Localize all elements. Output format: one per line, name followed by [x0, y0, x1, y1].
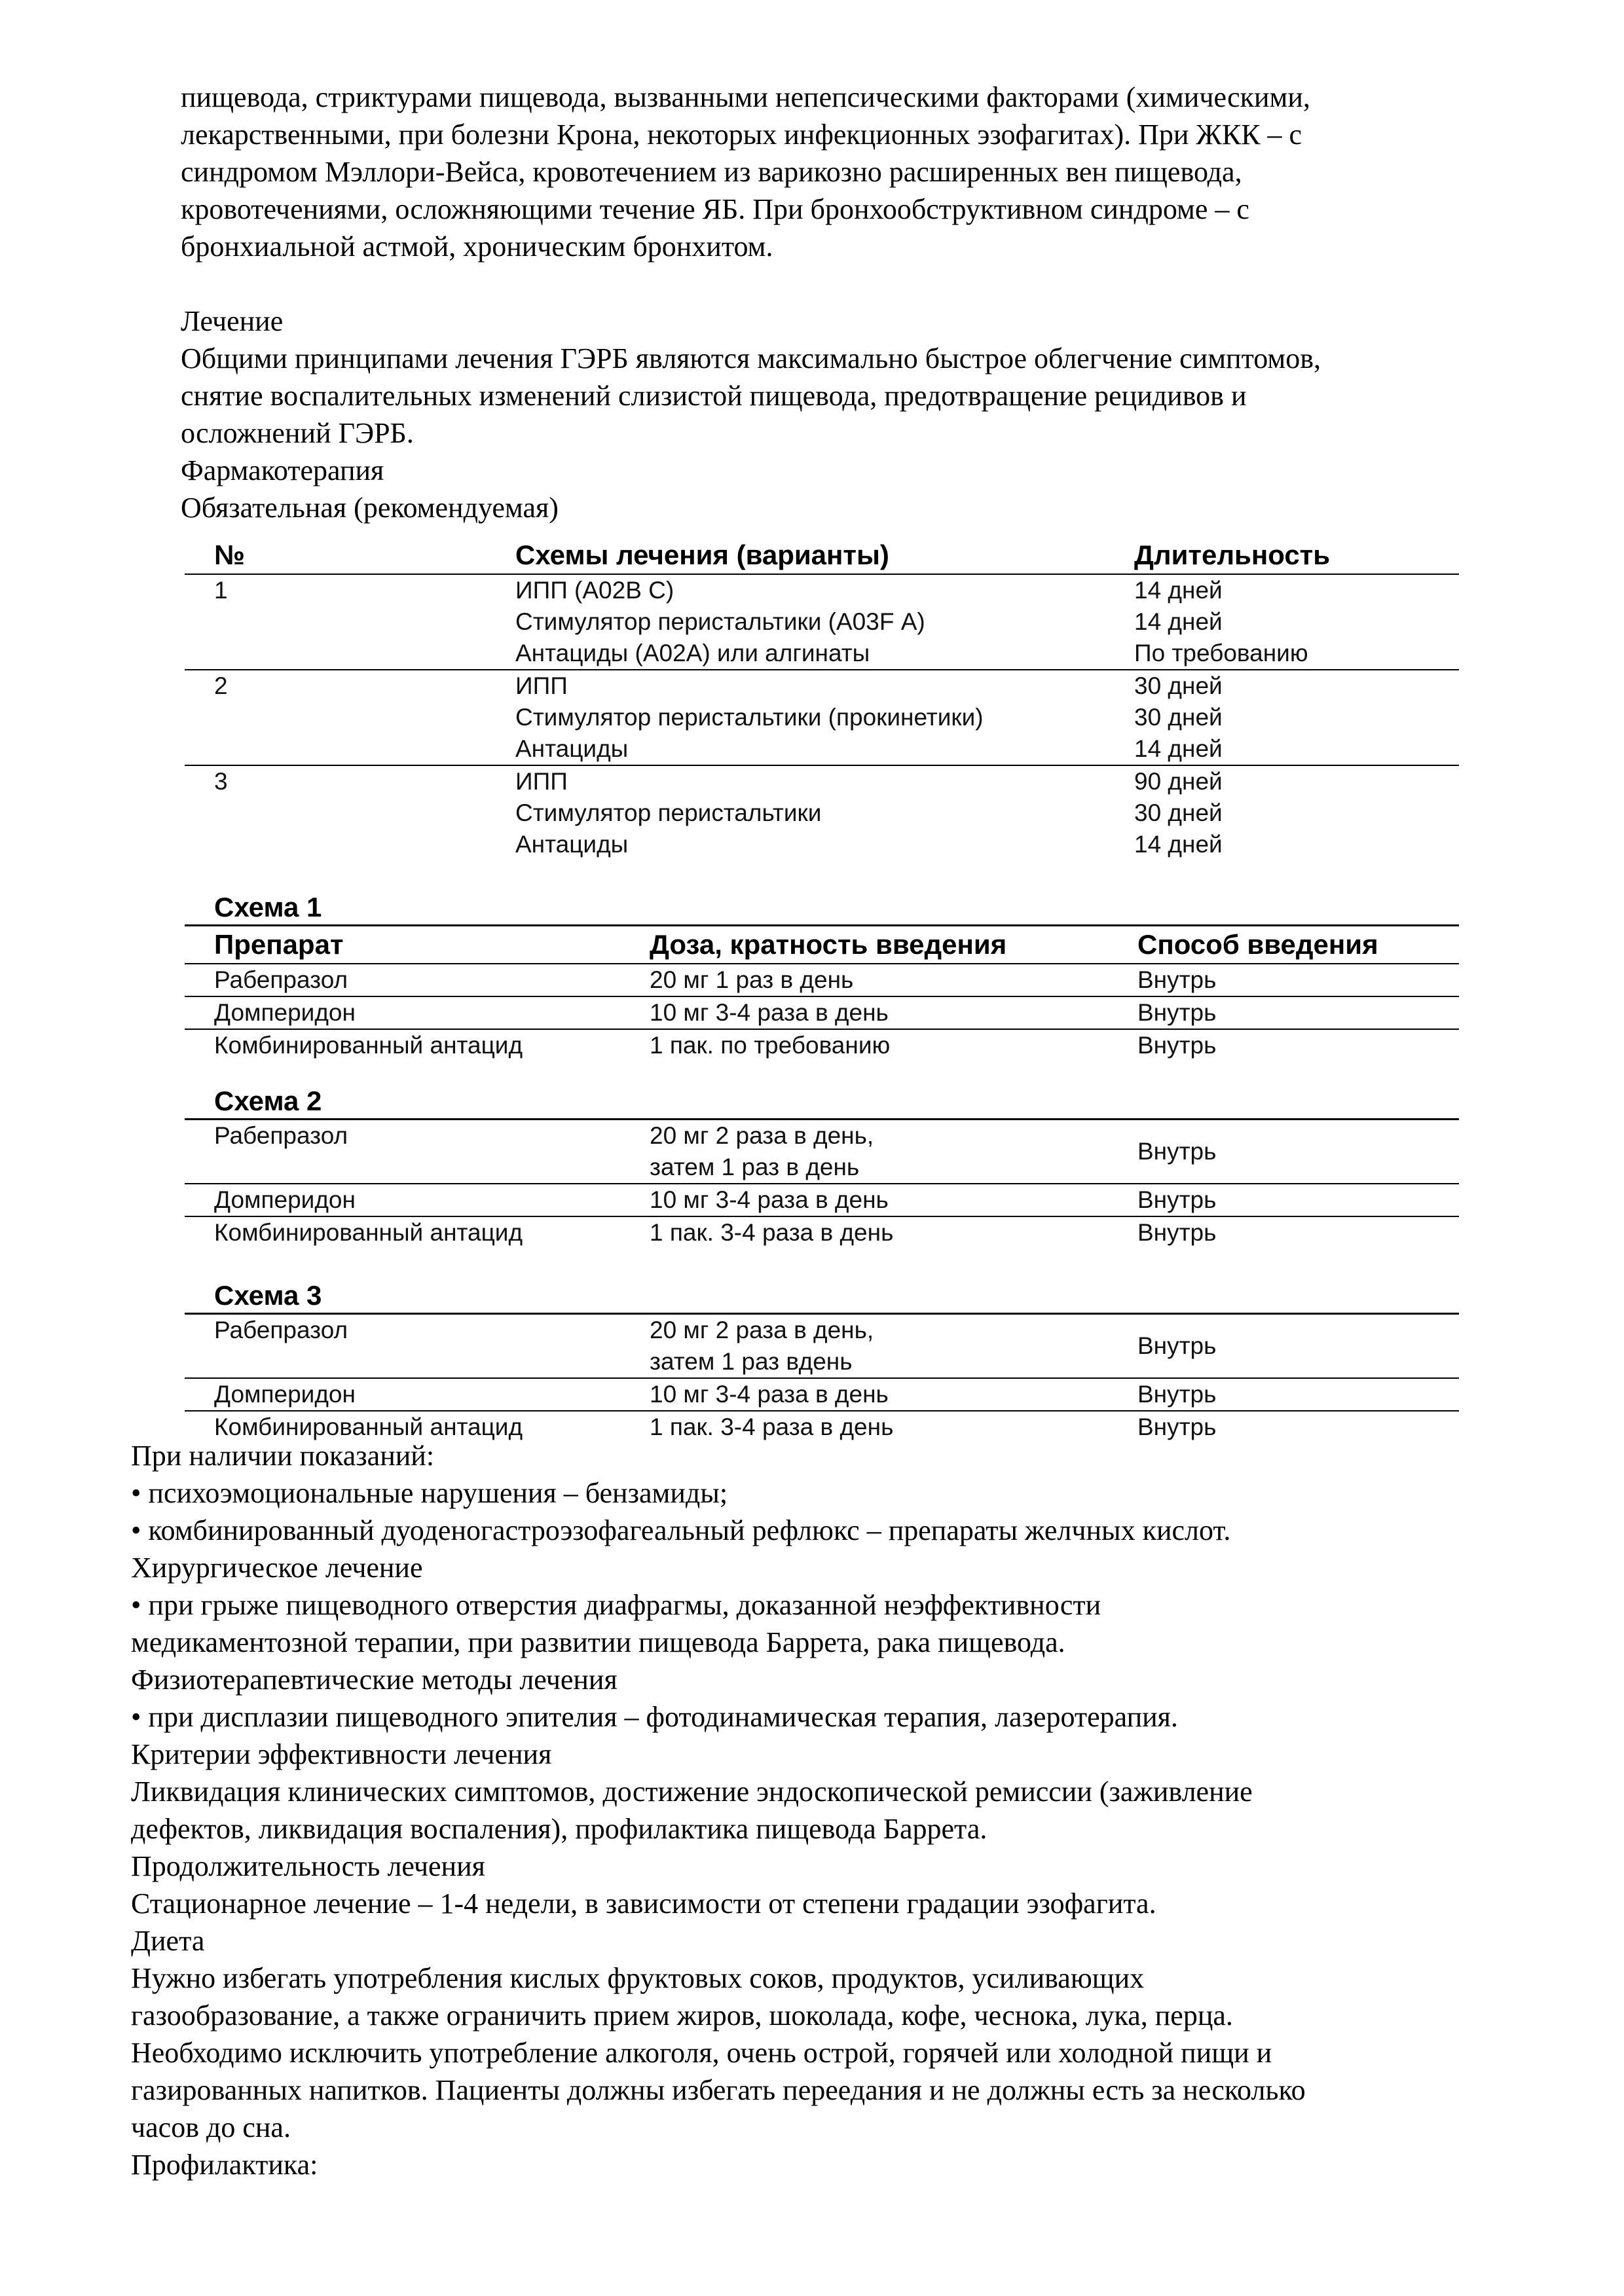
- bottom-text-block: [131, 1437, 1506, 2183]
- criteria-heading: Критерии эффективности лечения: [131, 1738, 552, 1770]
- table-row: [185, 1314, 1459, 1379]
- spacer: [181, 265, 1490, 302]
- scheme1-table: [185, 924, 1459, 1061]
- header-route: Способ введения: [1108, 926, 1459, 964]
- bullet-line: • при дисплазии пищеводного эпителия – фотодинамическая терапия, лазеротерапия.: [131, 1701, 1178, 1733]
- drug-cell: Комбинированный антацид: [214, 1032, 523, 1059]
- scheme2-table: [185, 1118, 1459, 1248]
- surgical-heading: Хирургическое лечение: [131, 1552, 423, 1584]
- drug-cell: Рабепразол: [185, 964, 620, 996]
- scheme-number: 2: [185, 670, 486, 765]
- top-text-block: [181, 79, 1490, 526]
- treatment-line: снятие воспалительных изменений слизистой пищевода, предотвращение рецидивов и: [181, 380, 1247, 412]
- diet-heading: Диета: [131, 1925, 205, 1957]
- drug-line: Стимулятор перистальтики (А03F А): [515, 608, 925, 635]
- scheme-number: 3: [214, 768, 228, 795]
- drug-line: ИПП: [515, 768, 568, 795]
- text-line: часов до сна.: [131, 2111, 291, 2143]
- bullet-line: • при грыже пищеводного отверстия диафрагмы, доказанной неэффективности: [131, 1589, 1101, 1621]
- text-line: медикаментозной терапии, при развитии пищевода Баррета, рака пищевода.: [131, 1626, 1065, 1658]
- dose-line: 20 мг 2 раза в день,: [650, 1317, 874, 1343]
- dose-cell: [620, 1120, 1108, 1184]
- route-cell: Внутрь: [1108, 996, 1459, 1029]
- intro-line: кровотечениями, осложняющими течение ЯБ. При бронхообструктивном синдроме – с: [181, 193, 1249, 225]
- treatment-line: Общими принципами лечения ГЭРБ являются максимально быстрое облегчение симптомов,: [181, 342, 1321, 374]
- table-row: [185, 574, 1459, 670]
- dose-cell: 1 пак. по требованию: [650, 1032, 891, 1059]
- table-row: [185, 1216, 1459, 1248]
- drug-line: ИПП: [515, 672, 568, 699]
- drug-line: Антациды: [515, 735, 629, 762]
- table-row: [185, 996, 1459, 1029]
- table-row: [185, 1184, 1459, 1216]
- route-cell: Внутрь: [1108, 1120, 1459, 1184]
- drug-cell: Комбинированный антацид: [214, 1219, 523, 1246]
- dose-line: 20 мг 2 раза в день,: [650, 1122, 874, 1149]
- intro-line: лекарственными, при болезни Крона, некоторых инфекционных эзофагитах). При ЖКК – с: [181, 118, 1302, 151]
- dose-cell: 10 мг 3-4 раза в день: [620, 1378, 1108, 1411]
- dose-cell: 1 пак. 3-4 раза в день: [650, 1219, 894, 1246]
- header-dose: Доза, кратность введения: [620, 926, 1108, 964]
- indications-heading: При наличии показаний:: [131, 1440, 435, 1472]
- text-line: Стационарное лечение – 1-4 недели, в зависимости от степени градации эзофагита.: [131, 1887, 1156, 1920]
- drug-cell: Домперидон: [185, 996, 620, 1029]
- route-cell: Внутрь: [1137, 1032, 1217, 1059]
- drug-line: Стимулятор перистальтики: [515, 799, 822, 826]
- dose-cell: 20 мг 1 раз в день: [620, 964, 1108, 996]
- drug-cell: Комбинированный антацид: [214, 1413, 523, 1440]
- drug-line: Антациды: [515, 831, 629, 858]
- duration-line: 14 дней: [1134, 608, 1223, 635]
- physio-heading: Физиотерапевтические методы лечения: [131, 1664, 618, 1696]
- duration-line: 90 дней: [1134, 768, 1223, 795]
- scheme-drugs: [486, 670, 1105, 765]
- scheme-durations: [1105, 765, 1459, 860]
- table-row: [185, 670, 1459, 765]
- header-duration: Длительность: [1105, 537, 1459, 574]
- text-line: газированных напитков. Пациенты должны избегать переедания и не должны есть за несколько: [131, 2074, 1306, 2106]
- bullet-line: • комбинированный дуоденогастроэзофагеальный рефлюкс – препараты желчных кислот.: [131, 1514, 1231, 1546]
- scheme-drugs: [486, 765, 1105, 860]
- route-cell: Внутрь: [1108, 1378, 1459, 1411]
- duration-line: 14 дней: [1134, 831, 1223, 858]
- intro-line: пищевода, стриктурами пищевода, вызванными непепсическими факторами (химическими,: [181, 81, 1310, 113]
- treatment-schemes-table: [185, 537, 1459, 860]
- drug-cell: Рабепразол: [185, 1120, 620, 1184]
- scheme1-title: Схема 1: [214, 892, 322, 922]
- duration-line: 14 дней: [1134, 735, 1223, 762]
- pharmacotherapy-heading: Фармакотерапия: [181, 454, 384, 486]
- treatment-line: осложнений ГЭРБ.: [181, 417, 414, 449]
- intro-line: бронхиальной астмой, хроническим бронхитом.: [181, 230, 773, 263]
- drug-cell: Рабепразол: [185, 1314, 620, 1379]
- header-number: №: [185, 537, 486, 574]
- dose-cell: 10 мг 3-4 раза в день: [620, 1184, 1108, 1216]
- duration-line: 30 дней: [1134, 799, 1223, 826]
- header-schemes: Схемы лечения (варианты): [486, 537, 1105, 574]
- text-line: газообразование, а также ограничить прием жиров, шоколада, кофе, чеснока, лука, перца.: [131, 1999, 1233, 2032]
- header-drug: Препарат: [185, 926, 620, 964]
- table-row: [185, 1120, 1459, 1184]
- scheme-durations: [1105, 670, 1459, 765]
- table-row: [185, 1378, 1459, 1411]
- drug-cell: Домперидон: [185, 1184, 620, 1216]
- scheme-durations: [1105, 574, 1459, 670]
- drug-line: Стимулятор перистальтики (прокинетики): [515, 704, 984, 731]
- drug-cell: Домперидон: [185, 1378, 620, 1411]
- prevention-heading: Профилактика:: [131, 2149, 318, 2181]
- scheme-drugs: [486, 574, 1105, 670]
- text-line: Ликвидация клинических симптомов, достижение эндоскопической ремиссии (заживление: [131, 1776, 1253, 1808]
- scheme2-title: Схема 2: [214, 1085, 322, 1116]
- duration-line: 30 дней: [1134, 704, 1223, 731]
- scheme-number: 1: [185, 574, 486, 670]
- text-line: Нужно избегать употребления кислых фруктовых соков, продуктов, усиливающих: [131, 1962, 1145, 1994]
- route-cell: Внутрь: [1137, 1413, 1217, 1440]
- bullet-line: • психоэмоциональные нарушения – бензамиды;: [131, 1477, 728, 1509]
- dose-cell: 10 мг 3-4 раза в день: [620, 996, 1108, 1029]
- route-cell: Внутрь: [1137, 1219, 1217, 1246]
- scheme3-table: [185, 1313, 1459, 1443]
- dose-cell: 1 пак. 3-4 раза в день: [650, 1413, 894, 1440]
- table-header-row: [185, 926, 1459, 964]
- table-row: [185, 1029, 1459, 1061]
- mandatory-heading: Обязательная (рекомендуемая): [181, 492, 559, 524]
- duration-line: По требованию: [1134, 640, 1308, 666]
- text-line: дефектов, ликвидация воспаления), профилактика пищевода Баррета.: [131, 1813, 987, 1845]
- intro-line: синдромом Мэллори-Вейса, кровотечением из варикозно расширенных вен пищевода,: [181, 156, 1242, 188]
- duration-line: 30 дней: [1134, 672, 1223, 699]
- duration-heading: Продолжительность лечения: [131, 1850, 485, 1882]
- route-cell: Внутрь: [1108, 1184, 1459, 1216]
- route-cell: Внутрь: [1108, 964, 1459, 996]
- treatment-heading: Лечение: [181, 305, 284, 337]
- scheme3-title: Схема 3: [214, 1280, 322, 1311]
- duration-line: 14 дней: [1134, 577, 1223, 604]
- table-row: [185, 964, 1459, 996]
- route-cell: Внутрь: [1108, 1314, 1459, 1379]
- dose-line: затем 1 раз в день: [650, 1154, 860, 1180]
- table-header-row: [185, 537, 1459, 574]
- dose-line: затем 1 раз вдень: [650, 1348, 853, 1375]
- text-line: Необходимо исключить употребление алкоголя, очень острой, горячей или холодной пищи и: [131, 2037, 1272, 2069]
- table-row: [185, 765, 1459, 860]
- dose-cell: [620, 1314, 1108, 1379]
- drug-line: Антациды (А02А) или алгинаты: [515, 640, 870, 666]
- drug-line: ИПП (А02В С): [515, 577, 674, 604]
